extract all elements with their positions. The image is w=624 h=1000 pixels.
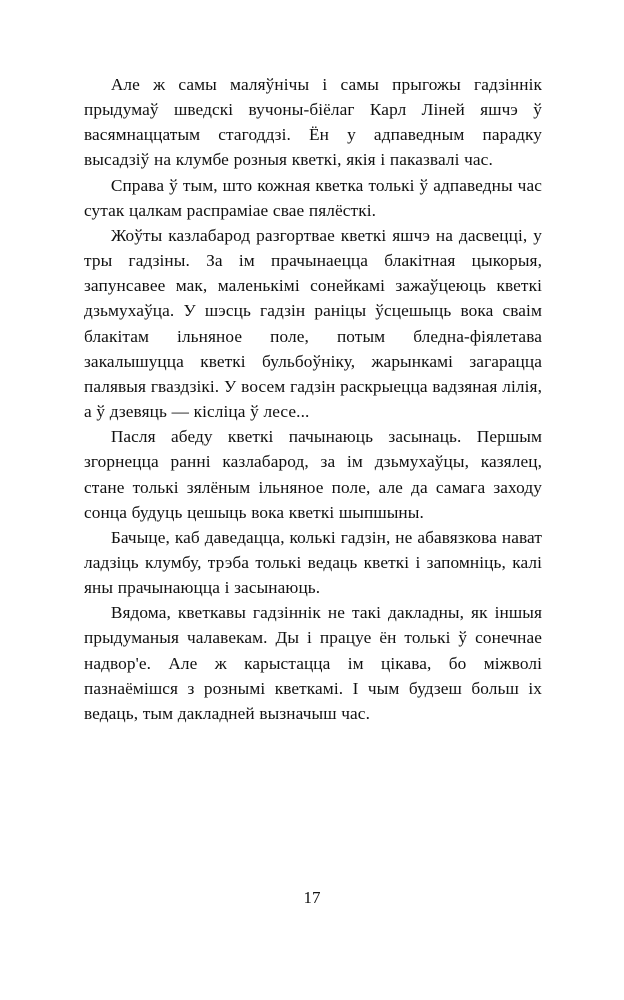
paragraph: Пасля абеду кветкі пачынаюць засынаць. Першым згорнецца ранні казлабарод, за ім дзьмухаўцы, казялец, стане толькі зялёным ільняное поле, але да самага заходу сонца будуць цешыць вока кветкі шыпшыны.	[84, 427, 542, 522]
page-body	[84, 72, 542, 726]
paragraph: Жоўты казлабарод разгортвае кветкі яшчэ на дасвецці, у тры гадзіны. За ім прачынаецца блакітная цыкорыя, запунсавее мак, маленькімі сонейкамі зажаўцеюць кветкі дзьмухаўца. У шэсць гадзін раніцы ўсцешыць вока сваім блакітам ільняное поле, потым бледна-фіялетава закалышуцца кветкі бульбоўніку, жарынкамі загарацца палявыя гваздзікі. У восем гадзін раскрыецца вадзяная лілія, а ў дзевяць — кісліца ў лесе...	[84, 225, 542, 422]
page-number: 17	[303, 888, 321, 907]
paragraph: Справа ў тым, што кожная кветка толькі ў адпаведны час сутак цалкам распраміае свае пялёсткі.	[84, 175, 542, 220]
paragraph: Але ж самы маляўнічы і самы прыгожы гадзіннік прыдумаў шведскі вучоны-біёлаг Карл Ліней яшчэ ў васямнаццатым стагоддзі. Ён у адпаведным парадку высадзіў на клумбе розныя кветкі, якія і паказвалі час.	[84, 75, 542, 170]
paragraph: Вядома, кветкавы гадзіннік не такі дакладны, як іншыя прыдуманыя чалавекам. Ды і працуе ён толькі ў сонечнае надвор'е. Але ж карыстацца ім цікава, бо міжволі пазнаёмішся з рознымі кветкамі. І чым будзеш больш іх ведаць, тым дакладней вызначыш час.	[84, 603, 542, 723]
paragraph: Бачыце, каб даведацца, колькі гадзін, не абавязкова нават ладзіць клумбу, трэба толькі ведаць кветкі і запомніць, калі яны прачынаюцца і засынаюць.	[84, 527, 542, 598]
